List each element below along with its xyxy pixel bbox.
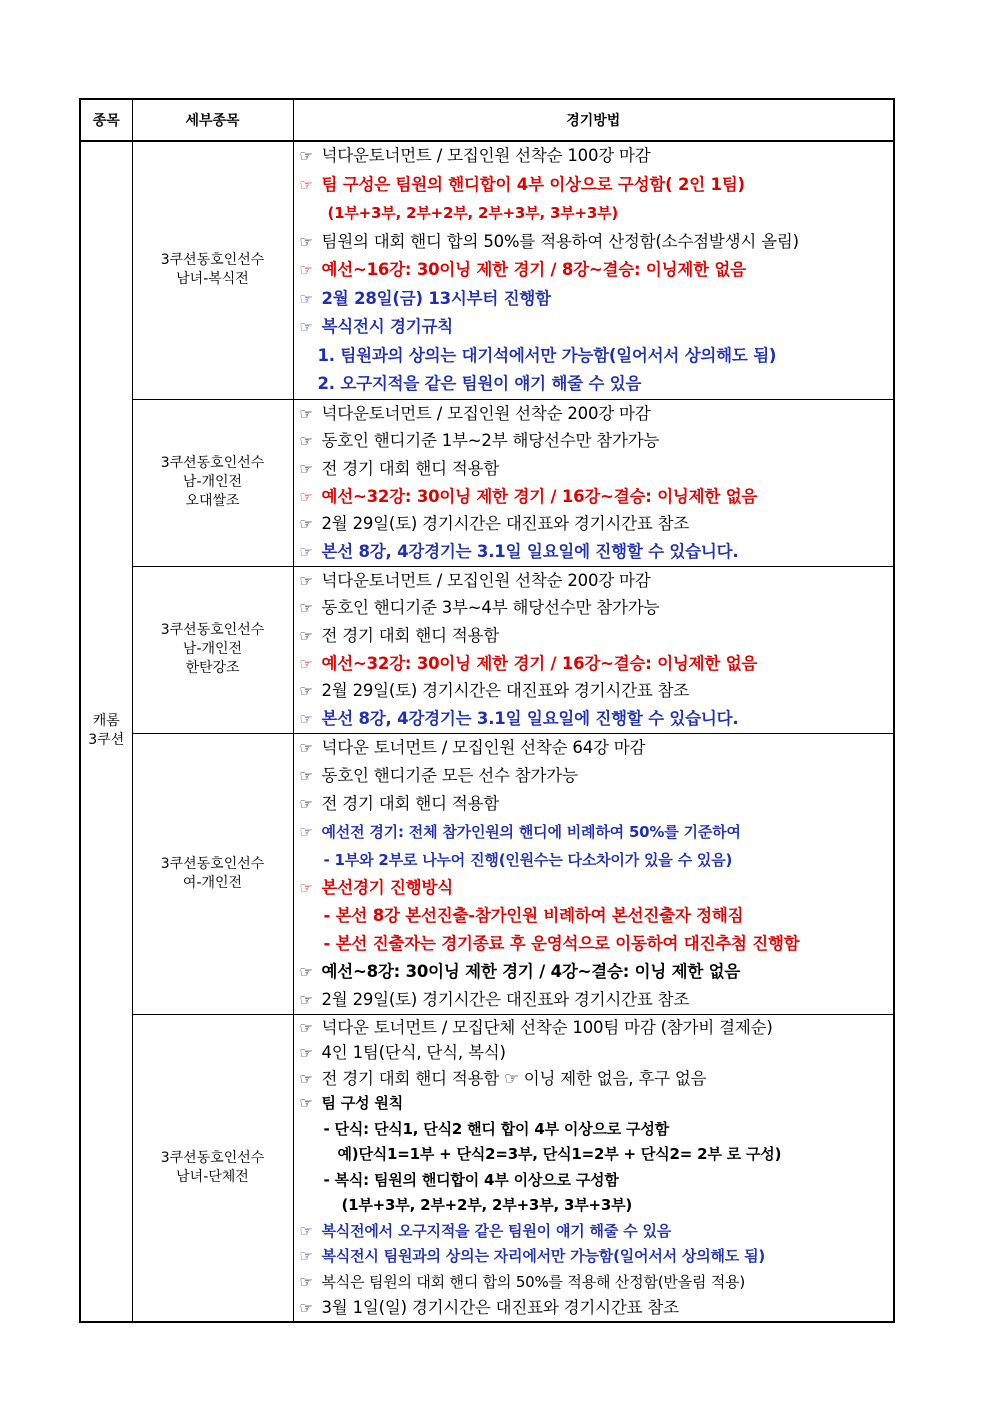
pointing-hand-icon: ☞ (299, 515, 313, 534)
rule-line (300, 705, 890, 733)
rule-text: 복식전시 경기규칙 (321, 317, 453, 336)
pointing-hand-icon: ☞ (299, 1221, 313, 1240)
rule-line (300, 483, 890, 511)
category-cell: 캐롬 3쿠션 (80, 141, 132, 1322)
pointing-hand-icon: ☞ (299, 1272, 313, 1291)
rule-text: 동호인 핸디기준 1부~2부 해당선수만 참가가능 (321, 431, 660, 451)
pointing-hand-icon: ☞ (299, 878, 313, 897)
pointing-hand-icon: ☞ (299, 1044, 313, 1063)
rule-text: 동호인 핸디기준 모든 선수 참가가능 (321, 765, 578, 785)
method-cell (293, 566, 894, 733)
rule-line (300, 370, 890, 399)
rule-line (300, 1270, 890, 1296)
sub-event-cell: 3쿠션동호인선수 여-개인전 (132, 733, 293, 1014)
pointing-hand-icon: ☞ (299, 599, 313, 618)
rule-text: - 본선 진출자는 경기종료 후 운영석으로 이동하여 대진추첨 진행함 (323, 933, 800, 953)
rule-text: 전 경기 대회 핸디 적용함 (321, 626, 500, 645)
rule-text: 넉다운토너먼트 / 모집인원 선착순 200강 마감 (321, 403, 651, 423)
pointing-hand-icon: ☞ (299, 682, 313, 701)
rule-text: - 단식: 단식1, 단식2 핸디 합이 4부 이상으로 구성함 (323, 1119, 669, 1138)
rule-text: 전 경기 대회 핸디 적용함 (321, 793, 500, 813)
table-row (80, 399, 894, 566)
rule-text: 2월 28일(금) 13시부터 진행함 (321, 288, 551, 308)
rule-text: 4인 1팀(단식, 단식, 복식) (321, 1043, 506, 1063)
rule-line (300, 1117, 890, 1143)
rule-text: 복식전에서 오구지적을 같은 팀원이 얘기 해줄 수 있음 (321, 1221, 672, 1240)
rule-text: 3월 1일(일) 경기시간은 대진표와 경기시간표 참조 (321, 1298, 679, 1318)
pointing-hand-icon: ☞ (299, 487, 313, 506)
rule-line (300, 986, 890, 1014)
pointing-hand-icon: ☞ (299, 738, 313, 757)
rule-text: - 본선 8강 본선진출-참가인원 비례하여 본선진출자 정해짐 (323, 905, 744, 925)
table-row (80, 733, 894, 1014)
rule-line (300, 538, 890, 566)
rule-text: 복식은 팀원의 대회 핸디 합의 50%를 적용해 산정함(반올림 적용) (321, 1272, 746, 1291)
pointing-hand-icon: ☞ (299, 261, 313, 279)
rule-line (300, 846, 890, 874)
rule-text: 팀 구성은 팀원의 핸디합이 4부 이상으로 구성함( 2인 1팀) (321, 174, 745, 194)
rule-line (300, 1244, 890, 1270)
pointing-hand-icon: ☞ (299, 232, 313, 251)
pointing-hand-icon: ☞ (299, 542, 313, 561)
rule-line (300, 734, 890, 762)
pointing-hand-icon: ☞ (299, 794, 313, 813)
rule-text: 복식전시 팀원과의 상의는 자리에서만 가능함(일어서서 상의해도 됨) (321, 1247, 766, 1266)
rule-line (300, 1142, 890, 1168)
rule-line (300, 622, 890, 650)
pointing-hand-icon: ☞ (299, 1299, 313, 1318)
rule-line (300, 818, 890, 846)
rule-line (300, 1040, 890, 1066)
pointing-hand-icon: ☞ (299, 710, 313, 729)
rule-text: 2월 29일(토) 경기시간은 대진표와 경기시간표 참조 (321, 681, 690, 701)
rule-text: 넉다운 토너먼트 / 모집단체 선착순 100팀 마감 (참가비 결제순) (321, 1017, 773, 1037)
rule-line (300, 256, 890, 285)
rule-line (300, 1066, 890, 1092)
table-row (80, 141, 894, 399)
sub-event-cell: 3쿠션동호인선수 남녀-복식전 (132, 141, 293, 399)
table-row (80, 1014, 894, 1322)
rule-text: 예선~32강: 30이닝 제한 경기 / 16강~결승: 이닝제한 없음 (321, 486, 758, 506)
rule-line (300, 199, 890, 228)
rule-text: 동호인 핸디기준 3부~4부 해당선수만 참가가능 (321, 598, 660, 618)
rule-text: 팀 구성 원칙 (321, 1094, 403, 1113)
header-method: 경기방법 (293, 99, 894, 141)
rule-text: 본선경기 진행방식 (321, 877, 453, 897)
rule-line (300, 650, 890, 678)
pointing-hand-icon: ☞ (299, 318, 313, 336)
pointing-hand-icon: ☞ (299, 1069, 313, 1088)
pointing-hand-icon: ☞ (299, 459, 313, 478)
pointing-hand-icon: ☞ (299, 766, 313, 785)
table-body (80, 141, 894, 1322)
rule-line (300, 762, 890, 790)
rule-line (300, 342, 890, 371)
rule-line (300, 1091, 890, 1117)
method-cell (293, 141, 894, 399)
rule-text: 1. 팀원과의 상의는 대기석에서만 가능함(일어서서 상의해도 됨) (317, 345, 777, 365)
rule-line (300, 902, 890, 930)
rule-text: 2월 29일(토) 경기시간은 대진표와 경기시간표 참조 (321, 989, 690, 1009)
header-row (80, 99, 894, 141)
pointing-hand-icon: ☞ (299, 1094, 313, 1113)
table-row (80, 566, 894, 733)
rule-text: (1부+3부, 2부+2부, 2부+3부, 3부+3부) (327, 204, 619, 222)
rule-line (300, 958, 890, 986)
rule-text: - 1부와 2부로 나누어 진행(인원수는 다소차이가 있을 수 있음) (323, 850, 733, 869)
rule-line (300, 1193, 890, 1219)
rule-text: 예선~16강: 30이닝 제한 경기 / 8강~결승: 이닝제한 없음 (321, 260, 746, 279)
rule-line (300, 677, 890, 705)
rule-line (300, 313, 890, 342)
rule-text: 넉다운 토너먼트 / 모집인원 선착순 64강 마감 (321, 737, 646, 757)
rule-line (300, 567, 890, 595)
rule-line (300, 400, 890, 428)
rule-line (300, 930, 890, 958)
rule-text: 예선전 경기: 전체 참가인원의 핸디에 비례하여 50%를 기준하여 (321, 822, 741, 841)
rule-line (300, 455, 890, 483)
header-sub-event: 세부종목 (132, 99, 293, 141)
rule-line (300, 171, 890, 200)
rule-text: 넉다운토너먼트 / 모집인원 선착순 100강 마감 (321, 146, 651, 165)
method-cell (293, 399, 894, 566)
rule-line (300, 510, 890, 538)
rule-line (300, 427, 890, 455)
rule-text: 넉다운토너먼트 / 모집인원 선착순 200강 마감 (321, 570, 651, 590)
pointing-hand-icon: ☞ (299, 289, 313, 308)
pointing-hand-icon: ☞ (299, 175, 313, 194)
pointing-hand-icon: ☞ (299, 654, 313, 673)
sub-event-cell: 3쿠션동호인선수 남-개인전 한탄강조 (132, 566, 293, 733)
rule-line (300, 594, 890, 622)
pointing-hand-icon: ☞ (299, 627, 313, 645)
rule-line (300, 228, 890, 257)
rule-line (300, 790, 890, 818)
rule-text: 팀원의 대회 핸디 합의 50%를 적용하여 산정함(소수점발생시 올림) (321, 231, 799, 251)
rule-text: 예선~32강: 30이닝 제한 경기 / 16강~결승: 이닝제한 없음 (321, 653, 758, 673)
pointing-hand-icon: ☞ (299, 404, 313, 423)
rule-line (300, 874, 890, 902)
pointing-hand-icon: ☞ (299, 962, 313, 981)
pointing-hand-icon: ☞ (299, 822, 313, 841)
rule-text: 예)단식1=1부 + 단식2=3부, 단식1=2부 + 단식2= 2부 로 구성) (337, 1145, 782, 1164)
competition-table (79, 98, 895, 1323)
rule-text: 예선~8강: 30이닝 제한 경기 / 4강~결승: 이닝 제한 없음 (321, 961, 741, 981)
pointing-hand-icon: ☞ (299, 1018, 313, 1037)
method-cell (293, 733, 894, 1014)
header-event: 종목 (80, 99, 132, 141)
rule-text: 2. 오구지적을 같은 팀원이 얘기 해줄 수 있음 (317, 374, 642, 393)
rule-line (300, 1168, 890, 1194)
sub-event-cell: 3쿠션동호인선수 남녀-단체전 (132, 1014, 293, 1322)
rule-line (300, 1295, 890, 1321)
pointing-hand-icon: ☞ (299, 432, 313, 451)
pointing-hand-icon: ☞ (299, 1247, 313, 1266)
pointing-hand-icon: ☞ (299, 147, 313, 165)
pointing-hand-icon: ☞ (299, 990, 313, 1009)
rule-text: 본선 8강, 4강경기는 3.1일 일요일에 진행할 수 있습니다. (321, 541, 739, 561)
sub-event-cell: 3쿠션동호인선수 남-개인전 오대쌀조 (132, 399, 293, 566)
rule-line (300, 1219, 890, 1245)
rule-text: - 복식: 팀원의 핸디합이 4부 이상으로 구성함 (323, 1170, 619, 1189)
rule-line (300, 285, 890, 314)
rule-text: (1부+3부, 2부+2부, 2부+3부, 3부+3부) (341, 1196, 633, 1215)
pointing-hand-icon: ☞ (299, 571, 313, 590)
rule-line (300, 1015, 890, 1041)
rule-text: 본선 8강, 4강경기는 3.1일 일요일에 진행할 수 있습니다. (321, 709, 739, 729)
rule-text: 전 경기 대회 핸디 적용함 ☞ 이닝 제한 없음, 후구 없음 (321, 1068, 707, 1088)
rule-text: 2월 29일(토) 경기시간은 대진표와 경기시간표 참조 (321, 514, 690, 534)
rule-text: 전 경기 대회 핸디 적용함 (321, 458, 500, 478)
rule-line (300, 142, 890, 171)
method-cell (293, 1014, 894, 1322)
